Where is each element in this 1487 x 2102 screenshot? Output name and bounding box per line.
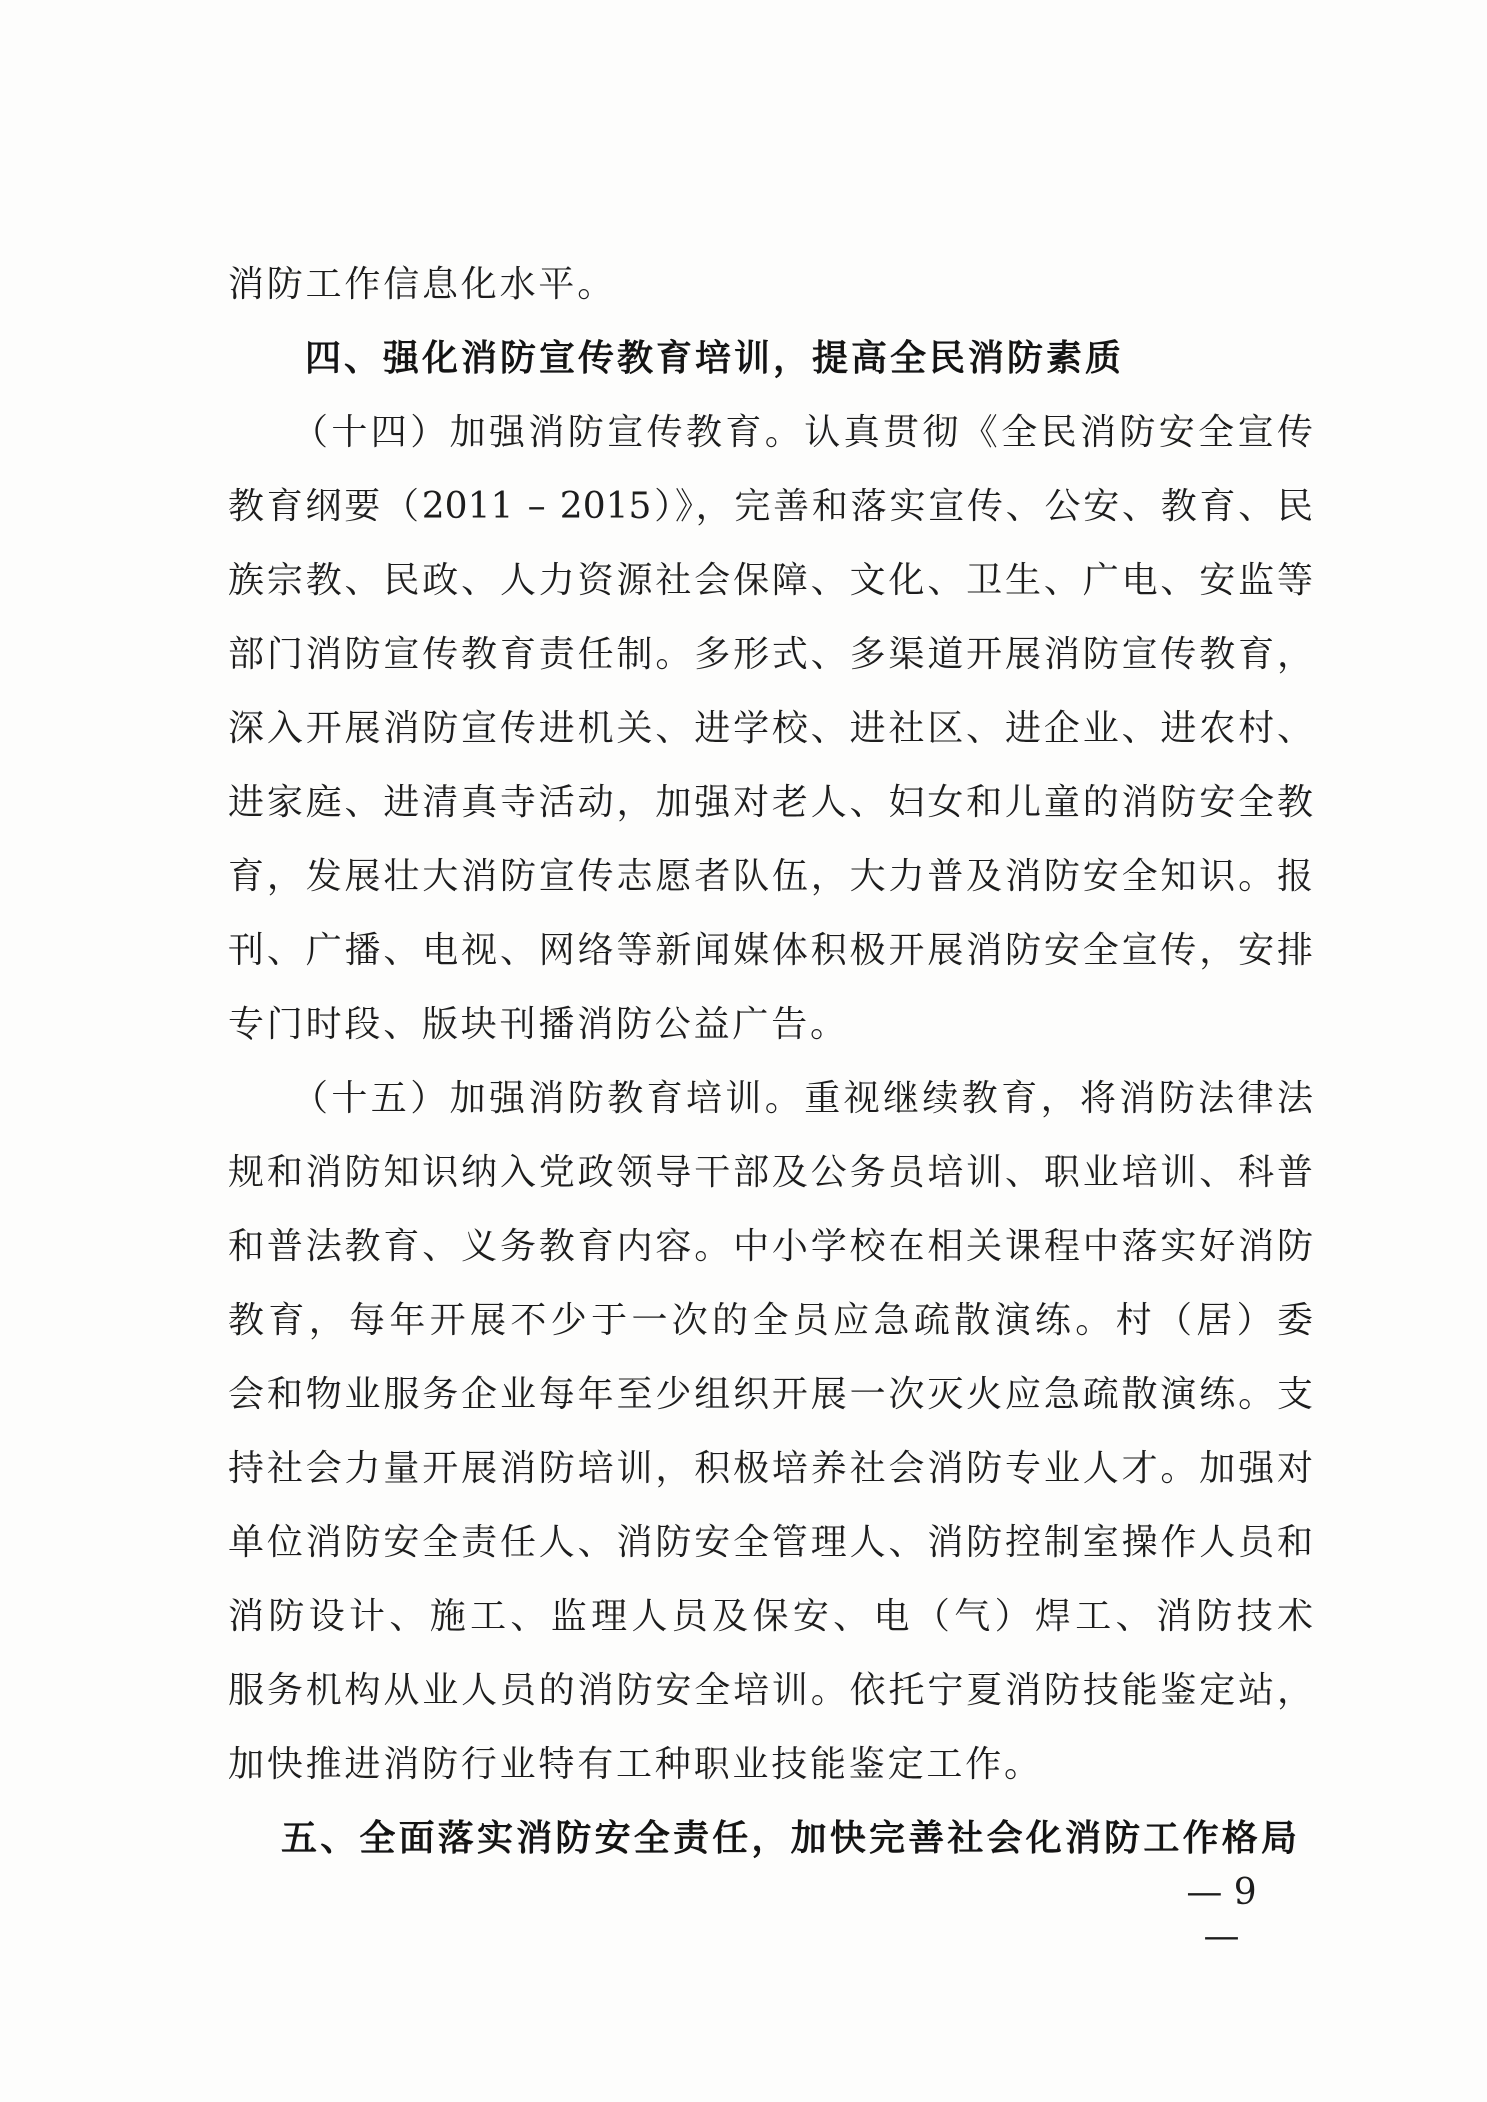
para15-line: 加快推进消防行业特有工种职业技能鉴定工作。 — [228, 1744, 1043, 1785]
para14-line: （十四）加强消防宣传教育。认真贯彻《全民消防安全宣传 — [292, 412, 1313, 453]
document-body — [228, 248, 1313, 1876]
para15-line: 服务机构从业人员的消防安全培训。依托宁夏消防技能鉴定站， — [228, 1670, 1313, 1711]
page-number: — 9 — — [1186, 1872, 1257, 1957]
para14-line: 专门时段、版块刊播消防公益广告。 — [228, 1004, 849, 1045]
section4-heading: 四、强化消防宣传教育培训，提高全民消防素质 — [305, 338, 1125, 379]
para14-line: 教育纲要（2011 – 2015）》，完善和落实宣传、公安、教育、民 — [228, 486, 1313, 527]
para14-line: 深入开展消防宣传进机关、进学校、进社区、进企业、进农村、 — [228, 708, 1313, 749]
para15-line: 消防设计、施工、监理人员及保安、电（气）焊工、消防技术 — [228, 1596, 1313, 1637]
para15-line: （十五）加强消防教育培训。重视继续教育，将消防法律法 — [292, 1078, 1313, 1119]
para15-line: 持社会力量开展消防培训，积极培养社会消防专业人才。加强对 — [228, 1448, 1313, 1489]
para15-line: 和普法教育、义务教育内容。中小学校在相关课程中落实好消防 — [228, 1226, 1313, 1267]
para14-line: 刊、广播、电视、网络等新闻媒体积极开展消防安全宣传，安排 — [228, 930, 1313, 971]
para14-line: 族宗教、民政、人力资源社会保障、文化、卫生、广电、安监等 — [228, 560, 1313, 601]
paragraph-14 — [228, 396, 1313, 1062]
paragraph-15 — [228, 1062, 1313, 1802]
para15-line: 规和消防知识纳入党政领导干部及公务员培训、职业培训、科普 — [228, 1152, 1313, 1193]
intro-line: 消防工作信息化水平。 — [228, 264, 617, 305]
para14-line: 部门消防宣传教育责任制。多形式、多渠道开展消防宣传教育， — [228, 634, 1313, 675]
para15-line: 教育，每年开展不少于一次的全员应急疏散演练。村（居）委 — [228, 1300, 1313, 1341]
para14-line: 进家庭、进清真寺活动，加强对老人、妇女和儿童的消防安全教 — [228, 782, 1313, 823]
para15-line: 单位消防安全责任人、消防安全管理人、消防控制室操作人员和 — [228, 1522, 1313, 1563]
para15-line: 会和物业服务企业每年至少组织开展一次灭火应急疏散演练。支 — [228, 1374, 1313, 1415]
section5-heading: 五、全面落实消防安全责任，加快完善社会化消防工作格局 — [281, 1818, 1297, 1859]
para14-line: 育，发展壮大消防宣传志愿者队伍，大力普及消防安全知识。报 — [228, 856, 1313, 897]
